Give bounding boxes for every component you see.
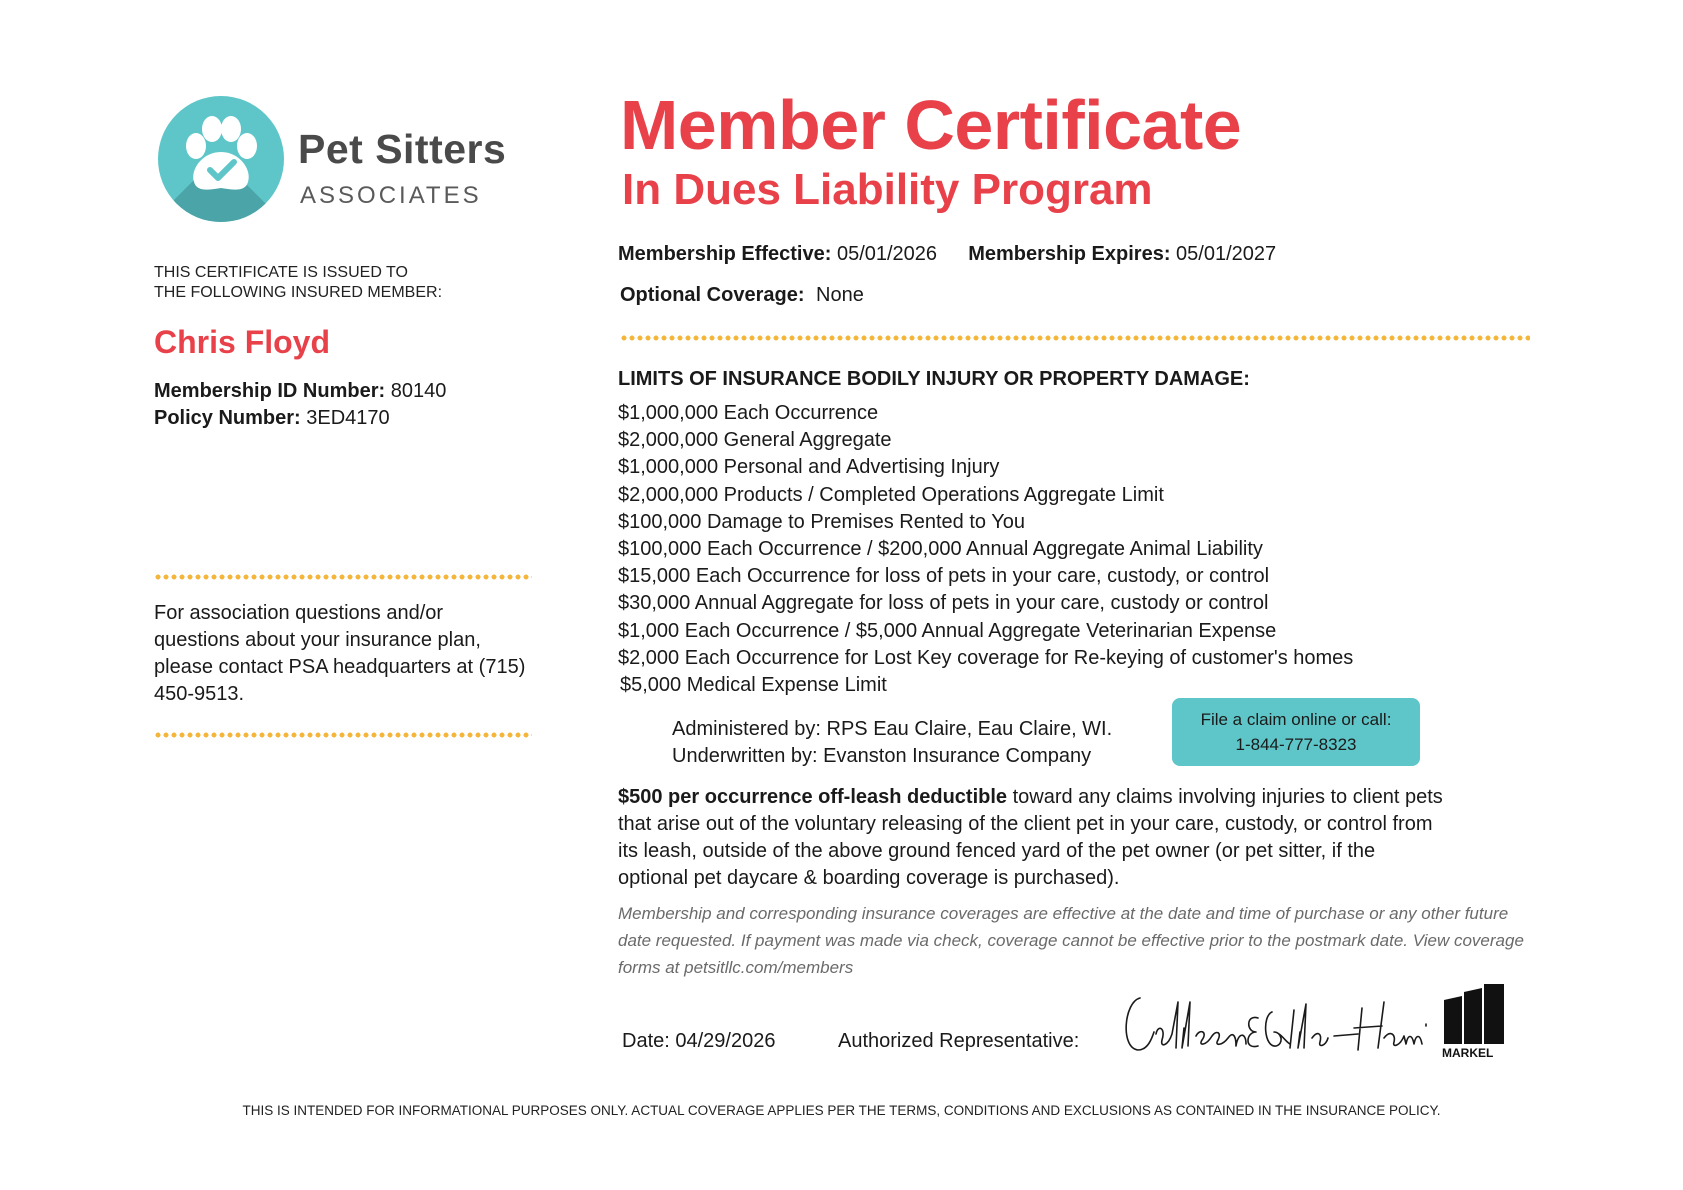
limit-item: $1,000 Each Occurrence / $5,000 Annual Aggregate Veterinarian Expense <box>618 619 1277 642</box>
effective-value: 05/01/2026 <box>836 243 938 265</box>
limit-item: $15,000 Each Occurrence for loss of pets in your care, custody, or control <box>618 565 1270 588</box>
disclaimer-text: Membership and corresponding insurance coverages are effective at the date and time of purchase or any other future date requested. If payment was made via check, coverage cannot be effective prior to the postmark date. View coverage forms at petsitllc.com/members <box>618 904 1524 977</box>
effective-label: Membership Effective: <box>618 243 832 265</box>
member-ids <box>154 378 446 432</box>
logo-text-pet-sitters: Pet Sitters <box>298 126 507 172</box>
authorized-rep-label: Authorized Representative: <box>838 1030 1080 1052</box>
limit-item: $30,000 Annual Aggregate for loss of pets in your care, custody or control <box>618 592 1269 615</box>
deductible-text <box>618 784 1448 892</box>
certificate-title: Member Certificate <box>620 86 1242 164</box>
divider-dots <box>620 335 1530 341</box>
membership-id-label: Membership ID Number: <box>154 380 386 402</box>
policy-number-value: 3ED4170 <box>306 407 390 429</box>
limit-item: $2,000,000 General Aggregate <box>618 429 892 452</box>
logo-circle <box>158 96 284 222</box>
expires-label: Membership Expires: <box>968 243 1171 265</box>
optional-coverage-label: Optional Coverage: <box>620 284 805 306</box>
membership-id-row <box>154 378 446 405</box>
date-label: Date: <box>622 1030 670 1052</box>
markel-logo <box>1442 984 1508 1060</box>
limit-item: $100,000 Each Occurrence / $200,000 Annual Aggregate Animal Liability <box>618 538 1263 561</box>
file-claim-box <box>1172 698 1420 766</box>
optional-coverage <box>620 284 864 307</box>
optional-coverage-value: None <box>816 284 864 306</box>
logo-text-associates: ASSOCIATES <box>300 182 482 209</box>
limit-item: $2,000 Each Occurrence for Lost Key coverage for Re-keying of customer's homes <box>618 646 1354 669</box>
certificate-subtitle: In Dues Liability Program <box>622 165 1153 214</box>
expires-value: 05/01/2027 <box>1176 243 1277 265</box>
issued-line-2: THE FOLLOWING INSURED MEMBER: <box>154 284 443 301</box>
limits-list <box>618 400 1353 699</box>
underwritten-by: Underwritten by: Evanston Insurance Company <box>672 745 1092 767</box>
pet-sitters-logo <box>158 96 548 226</box>
deductible-rest: toward any claims involving injuries to client pets that arise out of the voluntary releasing of the client pet in your care, custody, or control from its leash, outside of the above ground fenced yard of the pet owner (or pet sitter, if the optional pet daycare & boarding coverage is purchased). <box>618 786 1443 889</box>
deductible-bold: $500 per occurrence off-leash deductible <box>618 786 1008 808</box>
issued-to-label <box>154 263 442 303</box>
limit-item: $1,000,000 Each Occurrence <box>618 402 879 424</box>
limit-item: $1,000,000 Personal and Advertising Injury <box>618 456 1000 479</box>
limit-item: $5,000 Medical Expense Limit <box>620 674 887 697</box>
divider-dots <box>154 732 532 738</box>
administered-by: Administered by: RPS Eau Claire, Eau Claire, WI. <box>672 718 1113 740</box>
date-row <box>622 1030 775 1053</box>
policy-number-row <box>154 405 446 432</box>
date-value: 04/29/2026 <box>675 1030 776 1052</box>
markel-wordmark: MARKEL <box>1442 1046 1494 1060</box>
issued-line-1: THIS CERTIFICATE IS ISSUED TO <box>154 264 408 281</box>
member-name: Chris Floyd <box>154 324 331 360</box>
limit-item: $100,000 Damage to Premises Rented to You <box>618 510 1025 533</box>
signature-image <box>1122 988 1434 1060</box>
contact-info: For association questions and/or questions about your insurance plan, please contact PSA headquarters at (715) 450-9513. <box>154 602 526 705</box>
policy-number-label: Policy Number: <box>154 407 301 429</box>
claim-line-1: File a claim online or call: <box>1200 710 1392 729</box>
limits-heading: LIMITS OF INSURANCE BODILY INJURY OR PROPERTY DAMAGE: <box>618 368 1250 390</box>
admin-info <box>672 716 1112 770</box>
paw-check-icon <box>158 96 284 222</box>
footer-notice: THIS IS INTENDED FOR INFORMATIONAL PURPOSES ONLY. ACTUAL COVERAGE APPLIES PER THE TERMS, CONDITIONS AND EXCLUSIONS AS CONTAINED IN THE INSURANCE POLICY. <box>242 1103 1441 1118</box>
membership-id-value: 80140 <box>390 380 447 402</box>
limit-item: $2,000,000 Products / Completed Operations Aggregate Limit <box>618 483 1164 506</box>
divider-dots <box>154 574 532 580</box>
claim-phone: 1-844-777-8323 <box>1235 735 1357 754</box>
membership-dates <box>618 243 1276 266</box>
